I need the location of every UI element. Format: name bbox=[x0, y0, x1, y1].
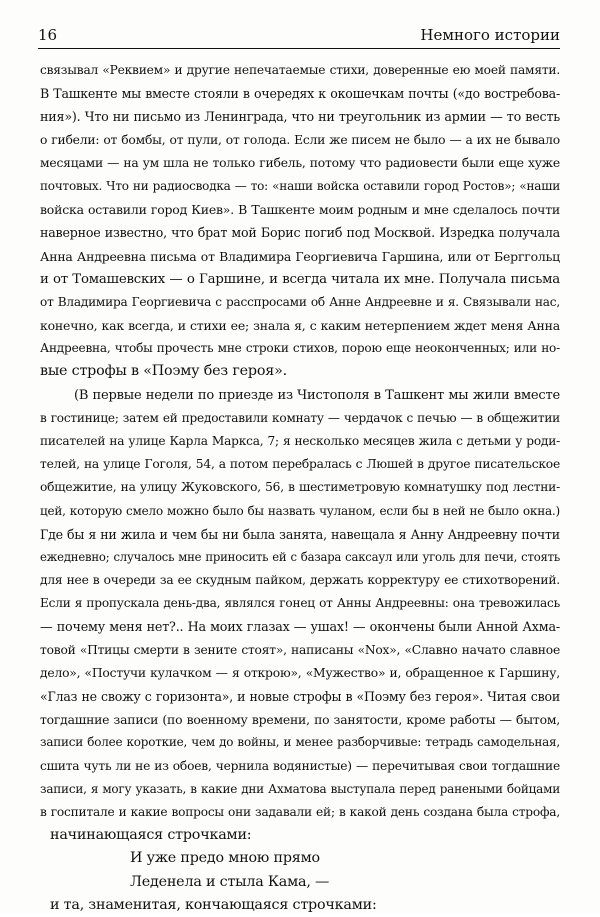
text-line: в гостинице; затем ей предоставили комнату — чердачок с печью — в общежитии bbox=[40, 410, 560, 425]
text-line: записи, я могу указать, в какие дни Ахматова выступала перед ранеными бойцами bbox=[40, 781, 560, 796]
text-line: для нее в очереди за ее скудным пайком, держать корректуру ее стихотворений. bbox=[40, 573, 560, 588]
text-line: Леденела и стыла Кама, — bbox=[130, 873, 330, 890]
text-line: сшита чуть ли не из обоев, чернила водянистые) — перечитывая свои тогдашние bbox=[40, 758, 560, 773]
text-line: войска оставили город Киев». В Ташкенте моим родным и мне сделалось почти bbox=[40, 202, 560, 218]
text-line: Где бы я ни жила и чем бы ни была занята, навещала я Анну Андреевну почти bbox=[40, 526, 560, 542]
text-line: Андреевна, чтобы прочесть мне строки стихов, порою еще неоконченных; или но- bbox=[40, 341, 560, 356]
text-line: связывал «Реквием» и другие непечатаемые стихи, доверенные ею моей памяти. bbox=[40, 63, 560, 77]
body-text bbox=[40, 59, 560, 917]
text-line: товой «Птицы смерти в зените стоят», написаны «Nox», «Славно начато славное bbox=[40, 642, 560, 657]
text-line: в госпитале и какие вопросы они задавали ей; в какой день создана была строфа, bbox=[40, 805, 560, 819]
text-line: ежедневно; случалось мне приносить ей с базара саксаул или уголь для печи, стоять bbox=[40, 549, 560, 564]
text-line: общежитие, на улицу Жуковского, 56, в шестиметровую комнатушку под лестни- bbox=[40, 480, 560, 495]
text-line: почтовых. Что ни радиосводка — то: «наши войска оставили город Ростов»; «наши bbox=[40, 178, 560, 193]
text-line: и та, знаменитая, кончающаяся строчками: bbox=[50, 896, 377, 913]
page-header bbox=[38, 26, 560, 48]
text-line: дело», «Постучи кулачком — я открою», «Мужество» и, обращенное к Гаршину, bbox=[40, 665, 560, 680]
text-line: начинающаяся строчками: bbox=[50, 827, 252, 844]
text-line: Если я пропускала день-два, являлся гонец от Анны Андреевны: она тревожилась bbox=[40, 596, 560, 611]
text-line: вые строфы в «Поэму без героя». bbox=[40, 363, 287, 380]
running-title: Немного истории bbox=[420, 26, 560, 44]
text-line: цей, которую смело можно было бы назвать чуланом, если бы в ней не было окна.) bbox=[40, 503, 560, 518]
page-number: 16 bbox=[38, 26, 58, 44]
text-line: тогдашние записи (по военному времени, по занятости, кроме работы — бытом, bbox=[40, 712, 560, 728]
text-line: записи более короткие, чем до войны, и менее разборчивые: тетрадь самодельная, bbox=[40, 735, 560, 750]
text-line: месяцами — на ум шла не только гибель, потому что радиовести были еще хуже bbox=[40, 155, 560, 170]
text-line: И уже предо мною прямо bbox=[130, 850, 320, 867]
text-line: телей, на улице Гоголя, 54, а потом перебралась с Люшей в другое писательское bbox=[40, 457, 560, 472]
text-line: — почему меня нет?.. На моих глазах — ушах! — окончены были Анной Ахма- bbox=[40, 619, 560, 635]
text-line: конечно, как всегда, и стихи ее; знала я, с каким нетерпением ждет меня Анна bbox=[40, 318, 560, 334]
text-line: о гибели: от бомбы, от пули, от голода. Если же писем не было — а их не бывало bbox=[40, 132, 560, 147]
text-line: В Ташкенте мы вместе стояли в очередях к окошечкам почты («до востребова- bbox=[40, 86, 560, 102]
header-rule bbox=[38, 48, 560, 49]
text-line: и от Томашевских — о Гаршине, и всегда читала их мне. Получала письма bbox=[40, 271, 560, 287]
text-line: от Владимира Георгиевича с расспросами об Анне Андреевне и я. Связывали нас, bbox=[40, 294, 560, 309]
text-line: ния»). Что ни письмо из Ленинграда, что ни треугольник из армии — то весть bbox=[40, 109, 560, 125]
text-line: Анна Андреевна письма от Владимира Георгиевича Гаршина, или от Берггольц bbox=[40, 248, 560, 264]
text-line: «Глаз не свожу с горизонта», и новые строфы в «Поэму без героя». Читая свои bbox=[40, 689, 560, 705]
text-line: наверное известно, что брат мой Борис погиб под Москвой. Изредка получала bbox=[40, 225, 560, 241]
text-line: (В первые недели по приезде из Чистополя в Ташкент мы жили вместе bbox=[74, 387, 560, 403]
text-line: писателей на улице Карла Маркса, 7; я несколько месяцев жила с детьми у роди- bbox=[40, 434, 560, 448]
